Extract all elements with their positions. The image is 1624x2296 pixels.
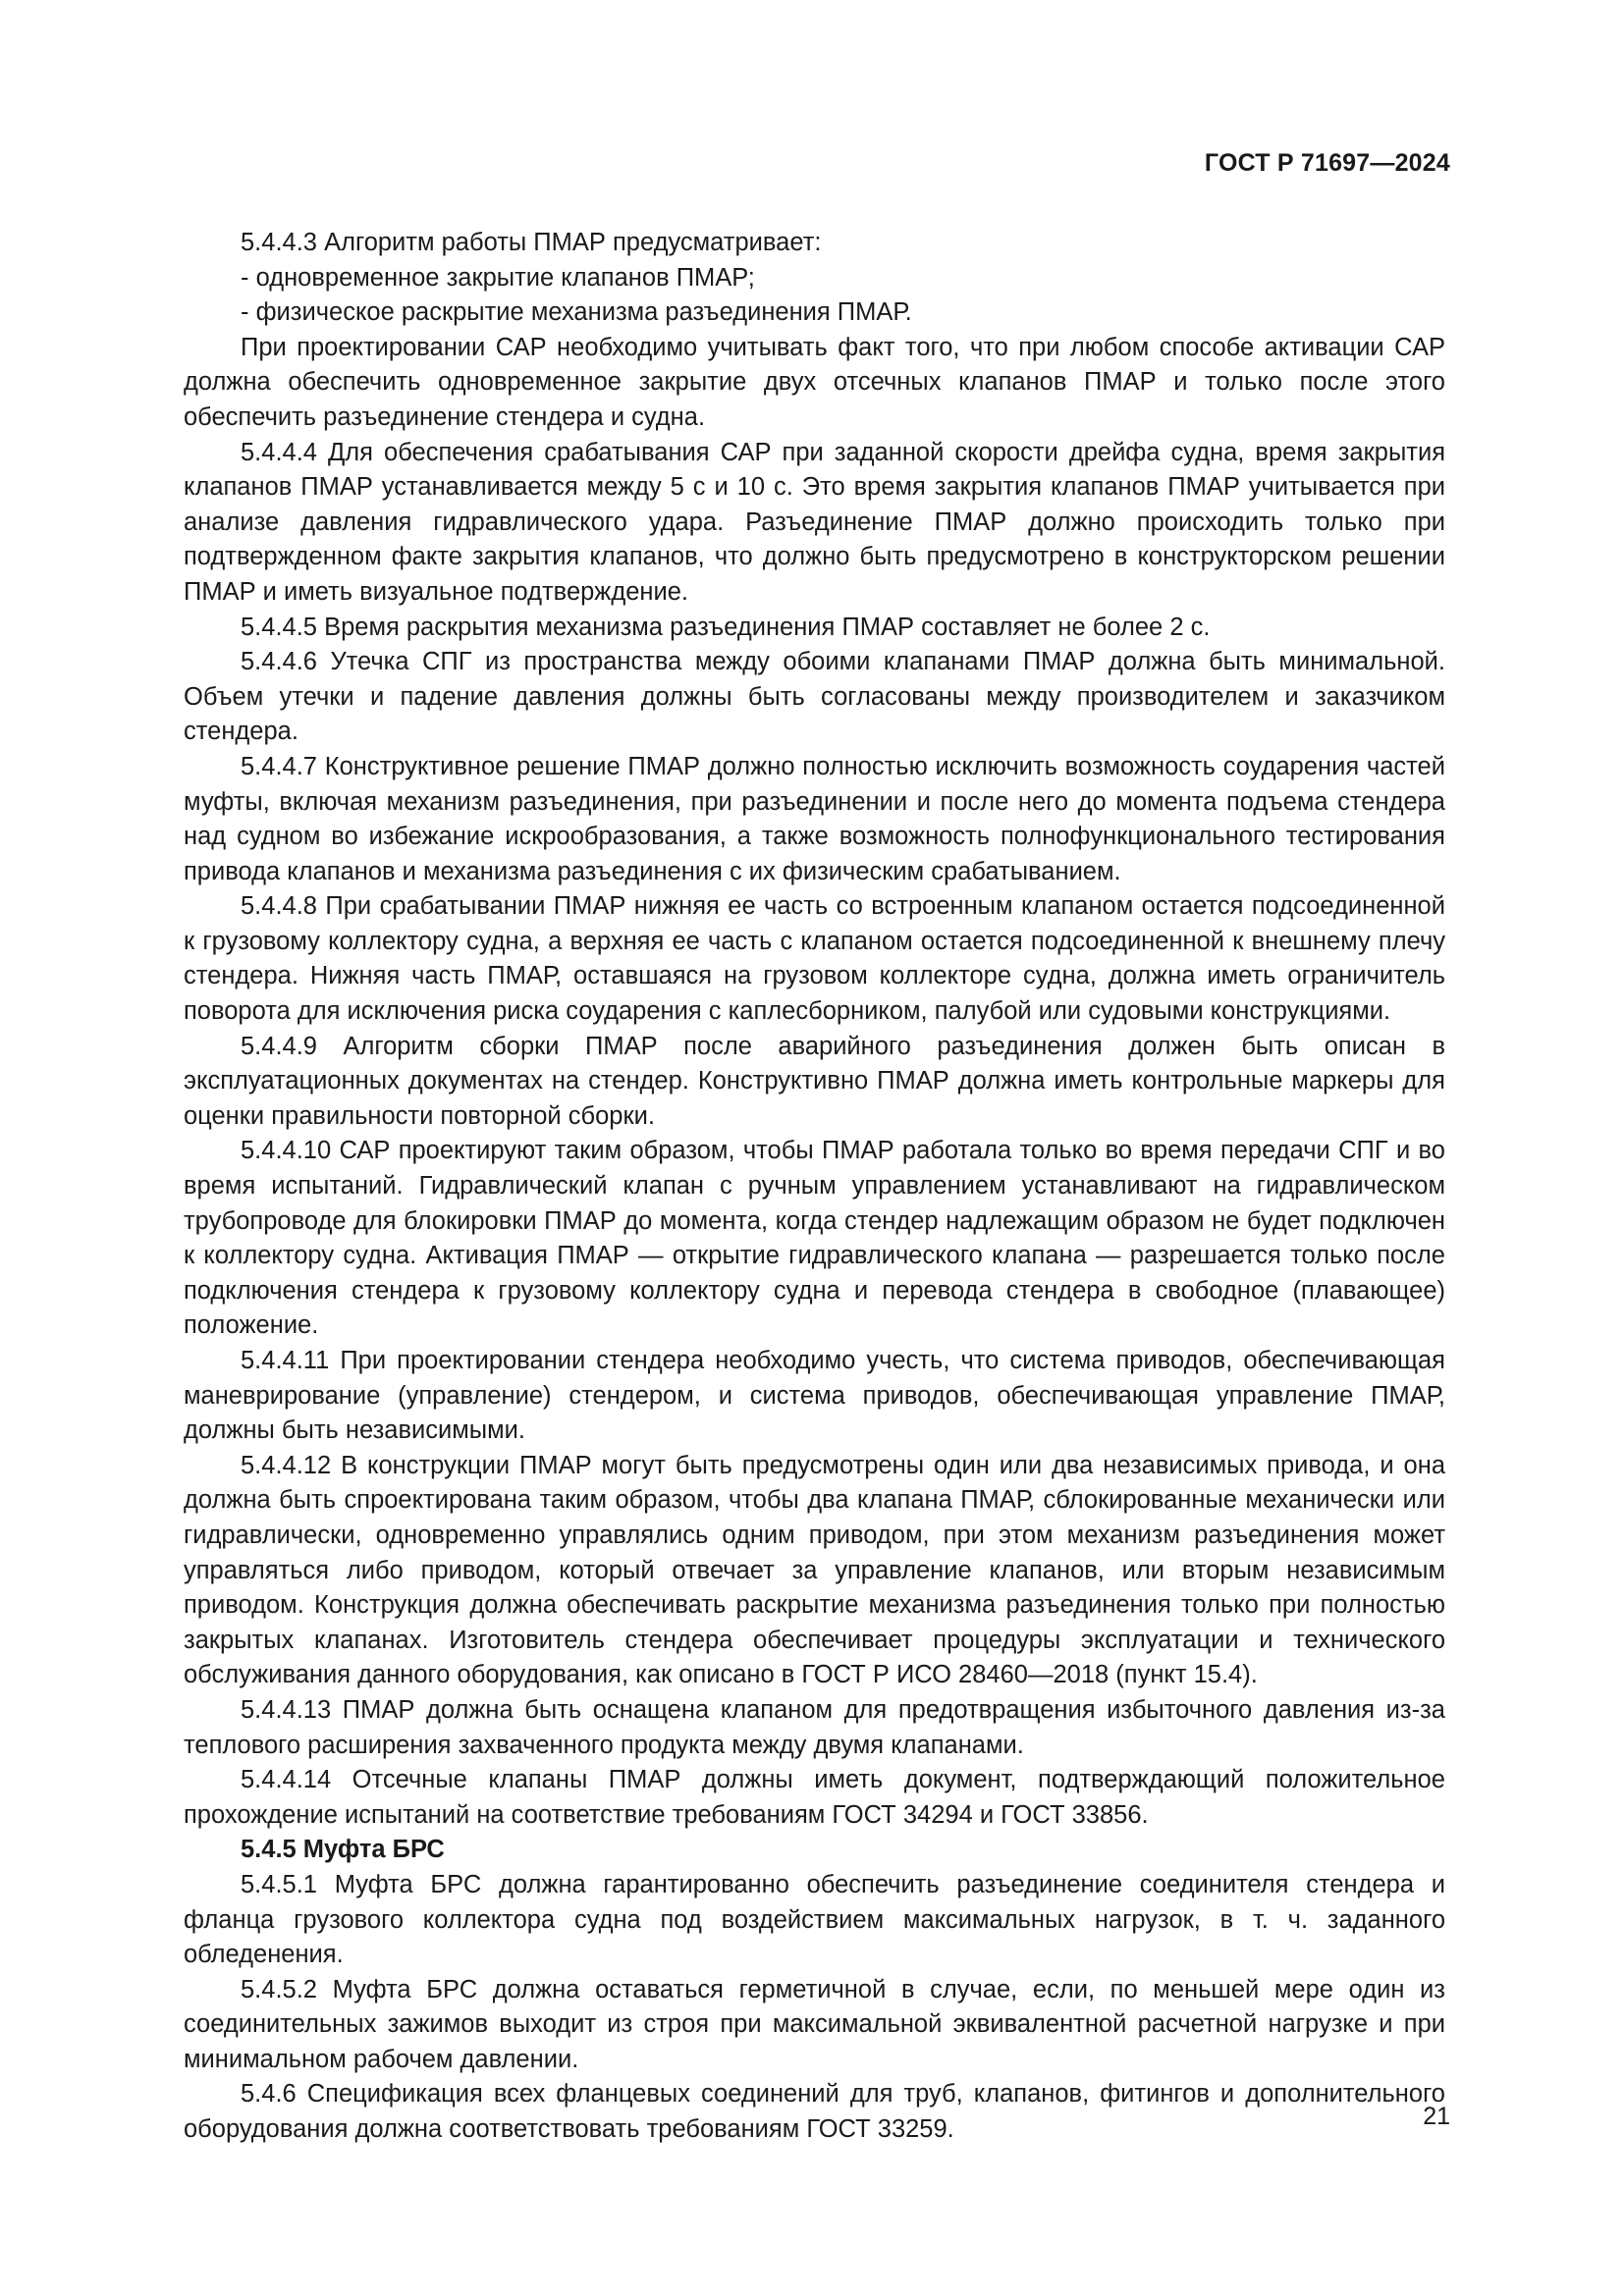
paragraph: - физическое раскрытие механизма разъединения ПМАР. xyxy=(241,298,912,327)
document-body xyxy=(184,226,1445,2148)
paragraph: 5.4.6 Спецификация всех фланцевых соединений для труб, клапанов, фитингов и дополнительного оборудования должна соответствовать требованиям ГОСТ 33259. xyxy=(184,2080,1445,2144)
page-number: 21 xyxy=(1423,2103,1450,2130)
paragraph: 5.4.4.11 При проектировании стендера необходимо учесть, что система приводов, обеспечивающая маневрирование (управление) стендером, и система приводов, обеспечивающая управление ПМАР, должны быть независимыми. xyxy=(184,1347,1445,1445)
paragraph: 5.4.5.2 Муфта БРС должна оставаться герметичной в случае, если, по меньшей мере один из соединительных зажимов выходит из строя при максимальной эквивалентной расчетной нагрузке и при минимальном рабочем давлении. xyxy=(184,1975,1445,2073)
paragraph: 5.4.4.8 При срабатывании ПМАР нижняя ее часть со встроенным клапаном остается подсоединенной к грузовому коллектору судна, а верхняя ее часть с клапаном остается подсоединенной к внешнему плечу стендера. Нижняя часть ПМАР, оставшаяся на грузовом коллекторе судна, должна иметь ограничитель поворота для исключения риска соударения с каплесборником, палубой или судовыми конструкциями. xyxy=(184,892,1445,1026)
paragraph: 5.4.4.4 Для обеспечения срабатывания САР при заданной скорости дрейфа судна, время закрытия клапанов ПМАР устанавливается между 5 с и 10 с. Это время закрытия клапанов ПМАР учитывается при анализе давления гидравлического удара. Разъединение ПМАР должно происходить только при подтвержденном факте закрытия клапанов, что должно быть предусмотрено в конструкторском решении ПМАР и иметь визуальное подтверждение. xyxy=(184,438,1445,606)
paragraph: 5.4.4.6 Утечка СПГ из пространства между обоими клапанами ПМАР должна быть минимальной. Объем утечки и падение давления должны быть согласованы между производителем и заказчиком стендера. xyxy=(184,648,1445,746)
paragraph: 5.4.4.10 САР проектируют таким образом, чтобы ПМАР работала только во время передачи СПГ и во время испытаний. Гидравлический клапан с ручным управлением устанавливают на гидравлическом трубопроводе для блокировки ПМАР до момента, когда стендер надлежащим образом не будет подключен к коллектору судна. Активация ПМАР — открытие гидравлического клапана — разрешается только после подключения стендера к грузовому коллектору судна и перевода стендера в свободное (плавающее) положение. xyxy=(184,1137,1445,1340)
paragraph: - одновременное закрытие клапанов ПМАР; xyxy=(241,263,755,292)
paragraph: 5.4.4.5 Время раскрытия механизма разъединения ПМАР составляет не более 2 с. xyxy=(241,613,1211,641)
paragraph: 5.4.4.7 Конструктивное решение ПМАР должно полностью исключить возможность соударения частей муфты, включая механизм разъединения, при разъединении и после него до момента подъема стендера над судном во избежание искрообразования, а также возможность полнофункционального тестирования привода клапанов и механизма разъединения с их физическим срабатыванием. xyxy=(184,752,1445,885)
paragraph: 5.4.4.12 В конструкции ПМАР могут быть предусмотрены один или два независимых привода, и она должна быть спроектирована таким образом, чтобы два клапана ПМАР, сблокированные механически или гидравлически, одновременно управлялись одним приводом, при этом механизм разъединения может управляться либо приводом, который отвечает за управление клапанов, или вторым независимым приводом. Конструкция должна обеспечивать раскрытие механизма разъединения только при полностью закрытых клапанах. Изготовитель стендера обеспечивает процедуры эксплуатации и технического обслуживания данного оборудования, как описано в ГОСТ Р ИСО 28460—2018 (пункт 15.4). xyxy=(184,1451,1445,1689)
paragraph: 5.4.4.13 ПМАР должна быть оснащена клапаном для предотвращения избыточного давления из-за теплового расширения захваченного продукта между двумя клапанами. xyxy=(184,1695,1445,1759)
paragraph: 5.4.4.3 Алгоритм работы ПМАР предусматривает: xyxy=(241,229,822,256)
paragraph: 5.4.5.1 Муфта БРС должна гарантированно обеспечить разъединение соединителя стендера и фланца грузового коллектора судна под воздействием максимальных нагрузок, в т. ч. заданного обледенения. xyxy=(184,1870,1445,1969)
document-standard-header: ГОСТ Р 71697—2024 xyxy=(1204,149,1450,177)
section-heading: 5.4.5 Муфта БРС xyxy=(241,1836,445,1864)
paragraph: При проектировании САР необходимо учитывать факт того, что при любом способе активации САР должна обеспечить одновременное закрытие двух отсечных клапанов ПМАР и только после этого обеспечить разъединение стендера и судна. xyxy=(184,333,1445,431)
paragraph: 5.4.4.9 Алгоритм сборки ПМАР после аварийного разъединения должен быть описан в эксплуатационных документах на стендер. Конструктивно ПМАР должна иметь контрольные маркеры для оценки правильности повторной сборки. xyxy=(184,1032,1445,1130)
paragraph: 5.4.4.14 Отсечные клапаны ПМАР должны иметь документ, подтверждающий положительное прохождение испытаний на соответствие требованиям ГОСТ 34294 и ГОСТ 33856. xyxy=(184,1766,1445,1829)
